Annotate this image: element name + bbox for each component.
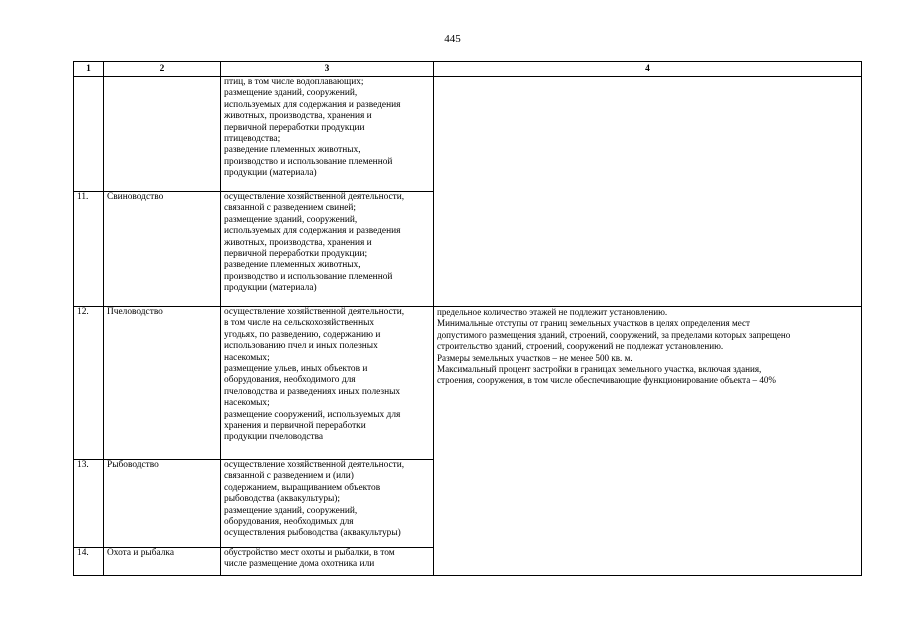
cell-desc: [221, 192, 434, 307]
cell-params: [434, 307, 862, 576]
row-desc: обустройство мест охоты и рыбалки, в том числе размещение дома охотника или: [224, 548, 395, 570]
cell-desc: [221, 460, 434, 548]
cell-name: Свиноводство: [104, 192, 221, 307]
cell-name: Охота и рыбалка: [104, 548, 221, 576]
header-col-1: 1: [74, 62, 104, 77]
page-number: 445: [444, 33, 461, 45]
continuation-text: птиц, в том числе водоплавающих; размещение зданий, сооружений, используемых для содержания и разведения животных, производства, хранения и первичной переработки продукции птицеводства; разведение племенных животных, производство и использование племенной продукции (материала): [224, 77, 401, 179]
header-col-3: 3: [221, 62, 434, 77]
cell-name: Пчеловодство: [104, 307, 221, 460]
cell-num: [74, 77, 104, 192]
header-col-2: 2: [104, 62, 221, 77]
cell-desc: [221, 307, 434, 460]
row-desc: осуществление хозяйственной деятельности, связанной с разведением свиней; размещение зданий, сооружений, используемых для содержания и разведения животных, производства, хранения и первичной переработки продукции; разведение племенных животных, производство и использование племенной продукции (материала): [224, 192, 405, 294]
header-col-4: 4: [434, 62, 862, 77]
table-row-continuation: [74, 77, 862, 192]
cell-num: 14.: [74, 548, 104, 576]
cell-num: 13.: [74, 460, 104, 548]
table-row-12: [74, 307, 862, 460]
row-desc: осуществление хозяйственной деятельности, связанной с разведением и (или) содержанием, выращиванием объектов рыбоводства (аквакультуры); размещение зданий, сооружений, оборудования, необходимых для осуществления рыбоводства (аквакультуры): [224, 460, 405, 539]
header-row: [74, 62, 862, 77]
cell-num: 12.: [74, 307, 104, 460]
cell-params-empty: [434, 77, 862, 307]
cell-name: [104, 77, 221, 192]
cell-desc: [221, 548, 434, 576]
regulations-table: [73, 61, 862, 576]
cell-name: Рыбоводство: [104, 460, 221, 548]
cell-num: 11.: [74, 192, 104, 307]
cell-desc: [221, 77, 434, 192]
params-text: предельное количество этажей не подлежит установлению. Минимальные отступы от границ земельных участков в целях определения мест допустимого размещения зданий, строений, сооружений, за пределами которых запрещено строительство зданий, строений, сооружений не подлежат установлению. Размеры земельных участков – не менее 500 кв. м. Максимальный процент застройки в границах земельного участка, включая здания, строения, сооружения, в том числе обеспечивающие функционирование объекта – 40%: [437, 307, 791, 386]
row-desc: осуществление хозяйственной деятельности, в том числе на сельскохозяйственных угодьях, по разведению, содержанию и использованию пчел и иных полезных насекомых; размещение ульев, иных объектов и оборудования, необходимого для пчеловодства и разведениях иных полезных насекомых; размещение сооружений, используемых для хранения и первичной переработки продукции пчеловодства: [224, 307, 405, 443]
